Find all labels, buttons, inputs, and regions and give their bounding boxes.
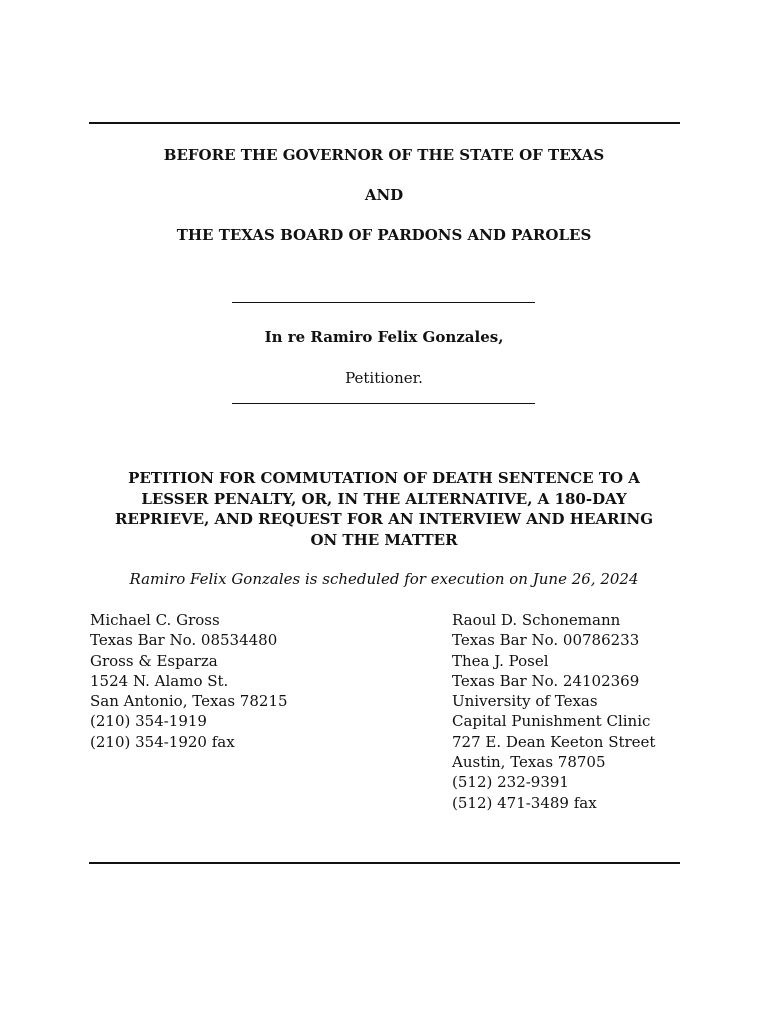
caption-in-re: In re Ramiro Felix Gonzales, [264, 328, 504, 346]
counsel-right-line: (512) 232-9391 [452, 773, 569, 792]
counsel-left-line: Gross & Esparza [90, 651, 218, 670]
counsel-left-line: (210) 354-1920 fax [90, 732, 235, 751]
counsel-left-line: (210) 354-1919 [90, 712, 207, 731]
counsel-left-line: Texas Bar No. 08534480 [90, 631, 278, 650]
counsel-right-line: 727 E. Dean Keeton Street [452, 732, 656, 751]
counsel-right-line: Thea J. Posel [452, 651, 549, 670]
header-board: THE TEXAS BOARD OF PARDONS AND PAROLES [176, 226, 592, 244]
petition-title-line: LESSER PENALTY, OR, IN THE ALTERNATIVE, A 180-DAY [141, 489, 627, 508]
caption-rule-top [232, 302, 535, 303]
petition-title [90, 468, 678, 550]
bottom-rule [89, 862, 680, 864]
counsel-left-line: 1524 N. Alamo St. [90, 671, 229, 690]
counsel-block-left [90, 610, 288, 752]
counsel-left-line: San Antonio, Texas 78215 [90, 692, 288, 711]
counsel-right-line: Raoul D. Schonemann [452, 611, 621, 629]
header-governor: BEFORE THE GOVERNOR OF THE STATE OF TEXAS [163, 146, 605, 164]
petition-title-line: PETITION FOR COMMUTATION OF DEATH SENTENCE TO A [128, 469, 640, 487]
counsel-left-line: Michael C. Gross [90, 611, 220, 629]
counsel-right-line: Texas Bar No. 24102369 [452, 671, 640, 690]
counsel-right-line: University of Texas [452, 692, 598, 711]
counsel-block-right [452, 610, 655, 813]
caption-petitioner: Petitioner. [345, 369, 423, 387]
caption-rule-bottom [232, 403, 535, 404]
header-and: AND [364, 186, 404, 204]
counsel-right-line: (512) 471-3489 fax [452, 793, 597, 812]
counsel-right-line: Austin, Texas 78705 [452, 753, 606, 772]
counsel-right-line: Texas Bar No. 00786233 [452, 631, 640, 650]
top-rule [89, 122, 680, 124]
execution-schedule-note: Ramiro Felix Gonzales is scheduled for execution on June 26, 2024 [129, 570, 639, 588]
counsel-right-line: Capital Punishment Clinic [452, 712, 651, 731]
petition-title-line: ON THE MATTER [310, 530, 458, 549]
petition-title-line: REPRIEVE, AND REQUEST FOR AN INTERVIEW AND HEARING [114, 510, 654, 528]
